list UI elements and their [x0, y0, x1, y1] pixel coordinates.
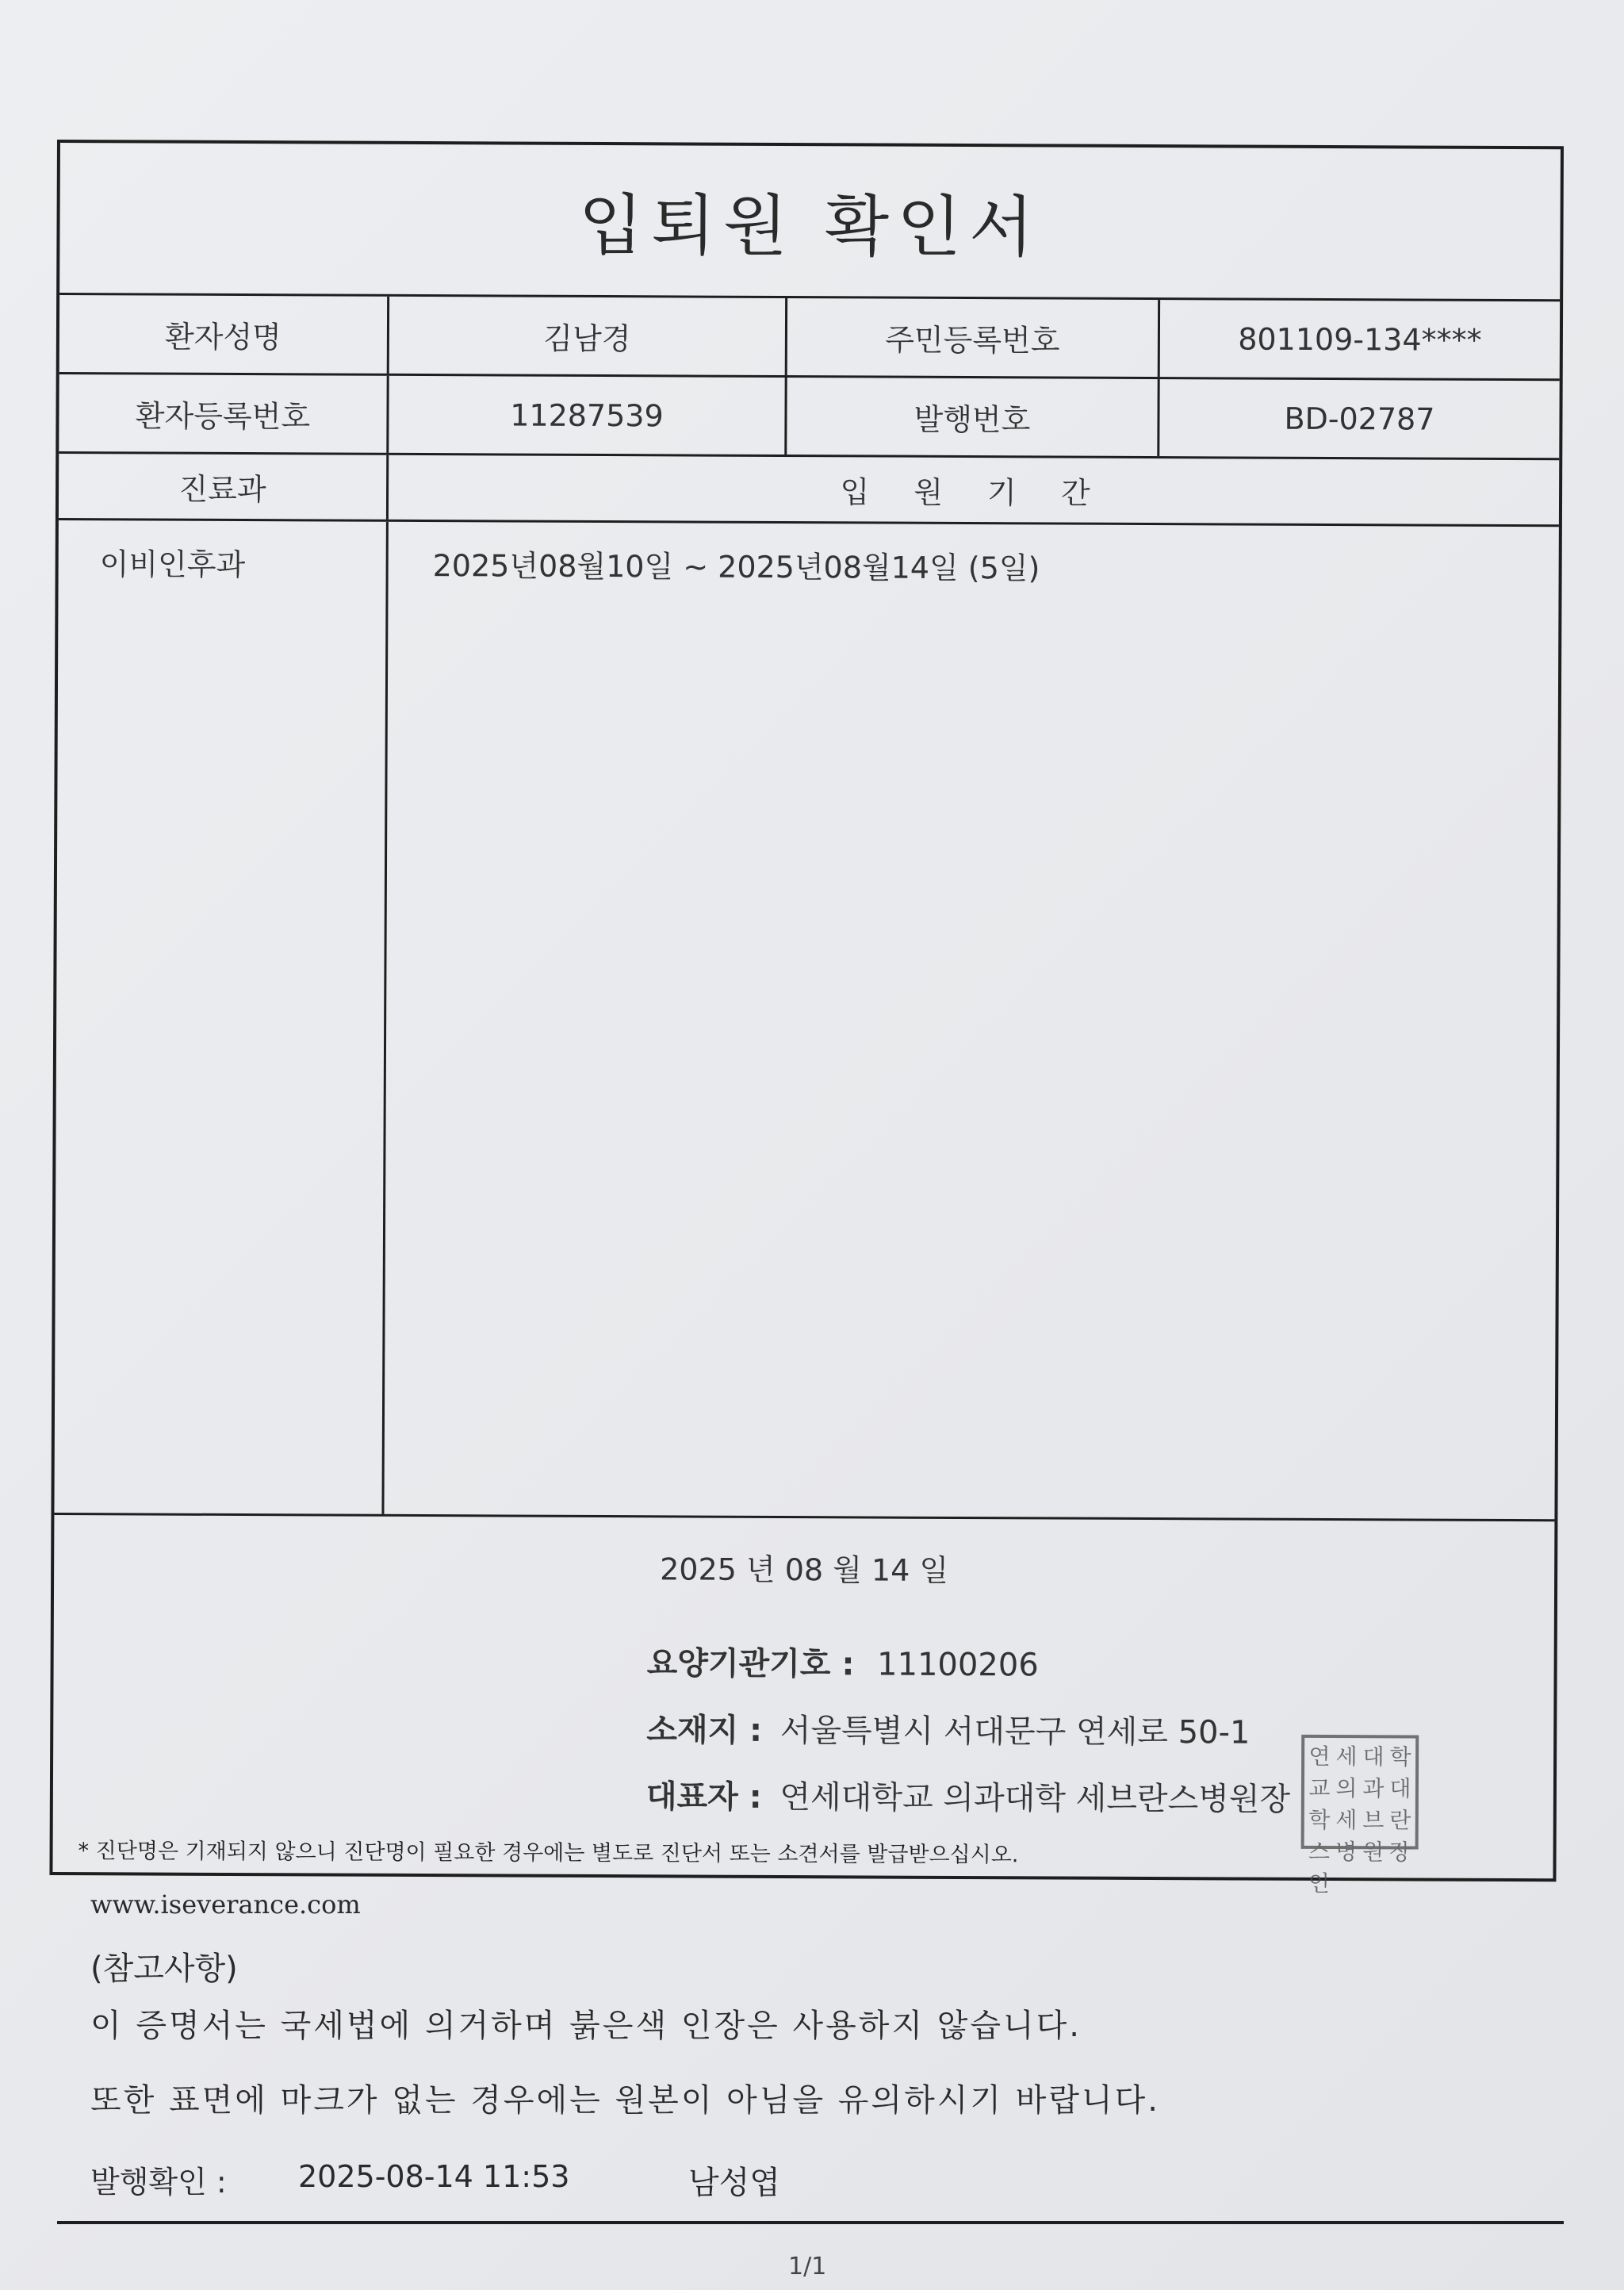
seal-glyph: 대 [1362, 1743, 1385, 1770]
certificate-frame [49, 140, 1564, 1897]
table-row [59, 454, 1559, 527]
official-seal-stamp [1301, 1735, 1419, 1897]
seal-glyph: 원 [1362, 1839, 1385, 1866]
seal-glyph: 병 [1335, 1839, 1358, 1866]
inst-code-value: 11100206 [877, 1646, 1039, 1684]
confirm-name: 남성엽 [688, 2165, 780, 2201]
seal-glyph: 스 [1308, 1838, 1331, 1866]
seal-glyph: 장 [1388, 1839, 1411, 1866]
document-title: 입퇴원 확인서 [59, 143, 1561, 301]
address-label: 소재지 : [646, 1712, 763, 1749]
seal-glyph: 세 [1335, 1807, 1358, 1834]
representative-line [646, 1771, 1290, 1820]
inst-code-label: 요양기관기호 : [646, 1645, 855, 1683]
website-url: www.iseverance.com [90, 1889, 361, 1920]
representative-value: 연세대학교 의과대학 세브란스병원장 [779, 1778, 1291, 1818]
address-line [646, 1705, 1250, 1752]
issue-no-label: 발행번호 [787, 378, 1159, 456]
seal-glyph: 학 [1389, 1743, 1411, 1770]
table-row [59, 295, 1560, 381]
issue-date: 2025 년 08 월 14 일 [660, 1552, 949, 1588]
seal-glyph: 란 [1389, 1807, 1411, 1834]
patient-name-value: 김남경 [389, 297, 787, 375]
confirm-label: 발행확인 : [90, 2165, 227, 2200]
page-number: 1/1 [788, 2253, 827, 2280]
dept-value: 이비인후과 [54, 520, 388, 1514]
representative-label: 대표자 : [645, 1778, 762, 1816]
reference-title: (참고사항) [90, 1951, 238, 1987]
seal-glyph: 연 [1308, 1743, 1331, 1770]
rrn-label: 주민등록번호 [787, 298, 1160, 377]
period-label: 입 원 기 간 [840, 474, 1108, 511]
info-table [54, 295, 1560, 1521]
seal-glyph: 세 [1335, 1743, 1358, 1770]
address-value: 서울특별시 서대문구 연세로 50-1 [779, 1712, 1251, 1751]
dept-label: 진료과 [59, 454, 389, 520]
patient-no-label: 환자등록번호 [59, 374, 389, 453]
seal-glyph: 인 [1308, 1870, 1331, 1897]
bottom-divider [57, 2221, 1564, 2224]
table-row [59, 374, 1559, 460]
issuer-section [52, 1509, 1554, 1897]
issue-no-value: BD-02787 [1284, 401, 1435, 437]
seal-glyph: 과 [1362, 1775, 1385, 1802]
seal-glyph: 학 [1308, 1806, 1331, 1834]
diagnosis-note: * 진단명은 기재되지 않으니 진단명이 필요한 경우에는 별도로 진단서 또는 소견서를 발급받으십시오. [78, 1839, 1019, 1868]
seal-glyph: 대 [1389, 1775, 1411, 1802]
inst-code-line [647, 1638, 1039, 1685]
seal-glyph: 교 [1308, 1774, 1331, 1802]
table-row [54, 520, 1558, 1521]
rrn-value: 801109-134**** [1238, 321, 1482, 358]
reference-line-1: 이 증명서는 국세법에 의거하며 붉은색 인장은 사용하지 않습니다. [90, 2008, 1082, 2044]
patient-no-value: 11287539 [389, 376, 787, 455]
patient-name-label: 환자성명 [59, 295, 389, 374]
seal-glyph: 의 [1335, 1775, 1358, 1802]
confirm-time: 2025-08-14 11:53 [298, 2159, 570, 2194]
seal-glyph: 브 [1362, 1807, 1385, 1834]
reference-line-2: 또한 표면에 마크가 없는 경우에는 원본이 아님을 유의하시기 바랍니다. [90, 2082, 1160, 2119]
period-value: 2025년08월10일 ~ 2025년08월14일 (5일) [432, 548, 1040, 586]
